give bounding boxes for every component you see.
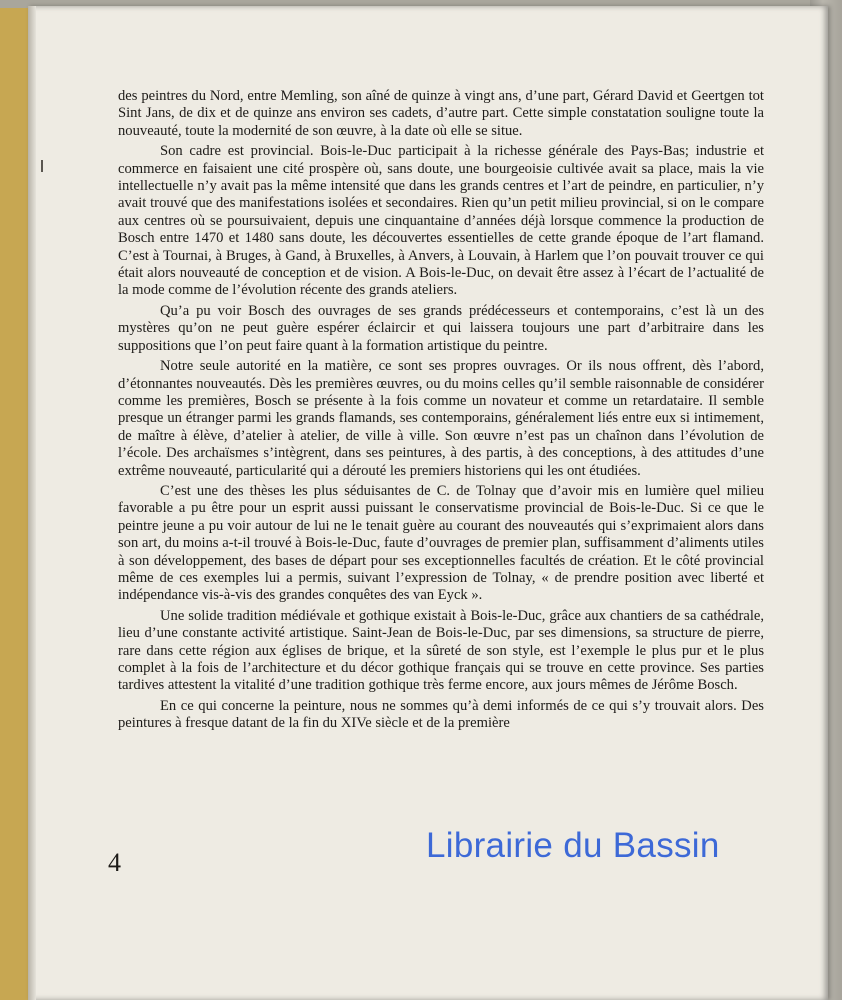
page-number: 4 [108, 848, 121, 877]
paragraph-5: C’est une des thèses les plus séduisantes de C. de Tolnay que d’avoir mis en lumière quel milieu favorable a pu être pour un esprit aussi puissant le conservatisme provincial de Bois-le-Duc. Si ce que le peintre jeune a pu voir autour de lui ne le tenait guère au courant des nouveautés qui s’exprimaient alors dans son art, du moins a-t-il trouvé à Bois-le-Duc, faute d’ouvrages de premier plan, suffisamment d’aliments utiles à son développement, des bases de départ pour ses exceptionnelles facultés de création. Et le côté provincial même de ces exemples lui a permis, suivant l’expression de Tolnay, « de prendre position avec liberté et indépendance vis-à-vis des grandes conquêtes des van Eyck ». [118, 482, 764, 604]
paragraph-4: Notre seule autorité en la matière, ce sont ses propres ouvrages. Or ils nous offrent, dès l’abord, d’étonnantes nouveautés. Dès les premières œuvres, ou du moins celles qu’il semble raisonnable de considérer comme les premières, Bosch se présente à la fois comme un novateur et comme un retardataire. Il semble presque un étranger parmi les grands flamands, ses contemporains, généralement liés entre eux si intimement, de maître à élève, d’atelier à atelier, de ville à ville. Son œuvre n’est pas un chaînon dans l’évolution de l’école. Des archaïsmes s’intègrent, dans ses peintures, à des partis, à des conceptions, à des attitudes d’une extrême nouveauté, particularité qui a dérouté les premiers historiens qui les ont étudiées. [118, 358, 764, 479]
paragraph-3: Qu’a pu voir Bosch des ouvrages de ses grands prédécesseurs et contemporains, c’est là un des mystères qu’on ne peut guère espérer éclaircir et qui laissera toujours une part d’arbitraire dans les suppositions que l’on peut faire quant à la formation artistique du peintre. [118, 302, 764, 354]
page-gutter-edge [28, 6, 36, 1000]
paragraph-2: Son cadre est provincial. Bois-le-Duc participait à la richesse générale des Pays-Bas; industrie et commerce en faisaient une cité prospère où, sans doute, une bourgeoisie cultivée avait sa place, mais la vie intellectuelle n’y avait pas la même intensité que dans les grands centres et l’art de peindre, en particulier, n’y avait trouvé que des manifestations isolées et secondaires. Rien qu’un petit milieu provincial, si on le compare aux centres où se poursuivaient, depuis une cinquantaine d’années déjà lorsque commence la production de Bosch entre 1470 et 1480 sans doute, les découvertes essentielles de cette grande époque de l’art flamand. C’est à Tournai, à Bruges, à Gand, à Bruxelles, à Anvers, à Louvain, à Harlem que l’on pouvait trouver ce qui était alors nouveauté de conception et de vision. A Bois-le-Duc, on devait être assez à l’écart de l’actualité de la mode comme de l’évolution récente des grands ateliers. [118, 143, 764, 299]
paragraph-1: des peintres du Nord, entre Memling, son aîné de quinze à vingt ans, d’une part, Gérard David et Geertgen tot Sint Jans, de dix et de quinze ans environ ses cadets, d’autre part. Cette simple constatation souligne toute la nouveauté, toute la modernité de son œuvre, à la date où elle se situe. [118, 88, 764, 139]
margin-mark [41, 160, 43, 172]
body-text [118, 88, 764, 733]
paragraph-6: Une solide tradition médiévale et gothique existait à Bois-le-Duc, grâce aux chantiers de sa cathédrale, lieu d’une constante activité artistique. Saint-Jean de Bois-le-Duc, par ses dimensions, sa structure de pierre, rare dans cette région aux églises de brique, et la sûreté de son style, est l’exemple le plus pur et le plus complet à la fois de l’architecture et du décor gothique français qui se trouve en cette province. Ses parties tardives attestent la vitalité d’une tradition gothique très ferme encore, aux jours mêmes de Jérôme Bosch. [118, 607, 764, 694]
paragraph-7: En ce qui concerne la peinture, nous ne sommes qu’à demi informés de ce qui s’y trouvait alors. Des peintures à fresque datant de la fin du XIVe siècle et de la première [118, 697, 764, 732]
watermark: Librairie du Bassin [426, 826, 720, 865]
